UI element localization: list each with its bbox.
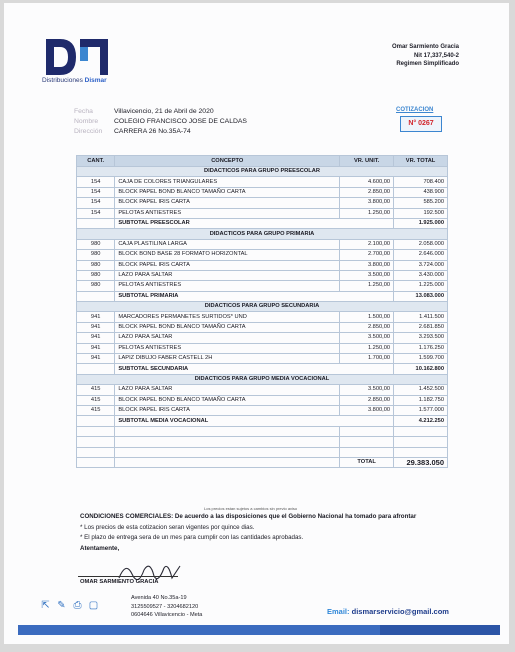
- empty-cell: [115, 447, 340, 457]
- unit-price-cell: 1.700,00: [340, 354, 394, 364]
- terms-line-1: CONDICIONES COMERCIALES: De acuerdo a las disposiciones que el Gobierno Nacional ha tomado para afrontar: [80, 513, 417, 520]
- concepto-cell: LAZO PARA SALTAR: [115, 270, 340, 280]
- concepto-cell: MARCADORES PERMANETES SURTIDOS* UND: [115, 312, 340, 322]
- subtotal-row: [77, 416, 448, 426]
- fecha-label: Fecha: [74, 108, 93, 115]
- export-icon: ⇱: [41, 600, 50, 611]
- cant-cell: 980: [77, 239, 115, 249]
- table-row: [77, 239, 448, 249]
- section-header: [77, 302, 448, 312]
- table-row: [77, 354, 448, 364]
- owner-name: Omar Sarmiento Gracia: [391, 44, 459, 50]
- empty-cell: [115, 426, 340, 436]
- table-row: [77, 260, 448, 270]
- empty-cell: [77, 437, 115, 447]
- unit-price-cell: 3.500,00: [340, 333, 394, 343]
- subtotal-label: SUBTOTAL PREESCOLAR: [115, 218, 394, 228]
- table-row: [77, 395, 448, 405]
- concepto-cell: BLOCK PAPEL IRIS CARTA: [115, 260, 340, 270]
- grand-empty-cell: [115, 457, 340, 467]
- unit-price-cell: 3.800,00: [340, 198, 394, 208]
- cant-cell: 415: [77, 405, 115, 415]
- empty-cell: [340, 426, 394, 436]
- concepto-cell: BLOCK PAPEL BOND BLANCO TAMAÑO CARTA: [115, 395, 340, 405]
- unit-price-cell: 3.500,00: [340, 270, 394, 280]
- cant-cell: 154: [77, 177, 115, 187]
- quote-title: COTIZACION: [396, 107, 434, 113]
- subtotal-cant-cell: [77, 291, 115, 301]
- unit-price-cell: 3.500,00: [340, 385, 394, 395]
- total-cell: 1.577.000: [394, 405, 448, 415]
- signature-line: [78, 576, 178, 577]
- items-table: [76, 155, 448, 468]
- quote-number: N° 0267: [400, 116, 442, 132]
- grand-total-value: 29.383.050: [394, 457, 448, 467]
- subtotal-cant-cell: [77, 364, 115, 374]
- email-value: dismarservicio@gmail.com: [351, 607, 449, 616]
- total-cell: 1.225.000: [394, 281, 448, 291]
- price-note: Los precios estan sujetos a cambios sin previo aviso: [204, 506, 298, 511]
- empty-cell: [394, 426, 448, 436]
- unit-price-cell: 3.800,00: [340, 405, 394, 415]
- empty-row: [77, 437, 448, 447]
- cant-cell: 415: [77, 385, 115, 395]
- table-row: [77, 198, 448, 208]
- table-body: [77, 167, 448, 468]
- concepto-cell: CAJA DE COLORES TRIANGULARES: [115, 177, 340, 187]
- print-icon: ⎙: [73, 600, 82, 611]
- cant-cell: 154: [77, 208, 115, 218]
- total-cell: 3.430.000: [394, 270, 448, 280]
- table-row: [77, 385, 448, 395]
- concepto-cell: LAZO PARA SALTAR: [115, 333, 340, 343]
- footer-address: [131, 594, 202, 620]
- concepto-cell: CAJA PLASTILINA LARGA: [115, 239, 340, 249]
- concepto-cell: LAZO PARA SALTAR: [115, 385, 340, 395]
- concepto-cell: PELOTAS ANTIESTRES: [115, 281, 340, 291]
- empty-row: [77, 426, 448, 436]
- table-row: [77, 343, 448, 353]
- grand-total-label: TOTAL: [340, 457, 394, 467]
- signer-name: OMAR SARMIENTO GRACIA: [80, 579, 159, 585]
- unit-price-cell: 1.500,00: [340, 312, 394, 322]
- cant-cell: 941: [77, 322, 115, 332]
- subtotal-value: 10.162.800: [394, 364, 448, 374]
- section-header: [77, 167, 448, 177]
- terms-line-2: * Los precios de esta cotizacion seran vigentes por quince dias.: [80, 523, 255, 531]
- section-title: DIDACTICOS PARA GRUPO PREESCOLAR: [77, 167, 448, 177]
- unit-price-cell: 1.250,00: [340, 281, 394, 291]
- cant-cell: 980: [77, 270, 115, 280]
- direccion-label: Dirección: [74, 128, 103, 135]
- pen-icon: ✎: [57, 600, 66, 611]
- total-cell: 438.900: [394, 187, 448, 197]
- unit-price-cell: 1.250,00: [340, 343, 394, 353]
- section-title: DIDACTICOS PARA GRUPO SECUNDARIA: [77, 302, 448, 312]
- commercial-terms: [80, 512, 460, 554]
- cant-cell: 415: [77, 395, 115, 405]
- grand-total-row: [77, 457, 448, 467]
- phones: 3125509527 - 3204682120: [131, 603, 199, 610]
- total-cell: 192.500: [394, 208, 448, 218]
- total-cell: 3.293.500: [394, 333, 448, 343]
- company-logo: [44, 33, 114, 81]
- address-line-2: 0604646 Villavicencio - Meta: [131, 612, 203, 618]
- section-header: [77, 229, 448, 239]
- table-row: [77, 281, 448, 291]
- total-cell: 1.599.700: [394, 354, 448, 364]
- unit-price-cell: 2.700,00: [340, 250, 394, 260]
- cant-cell: 980: [77, 250, 115, 260]
- subtotal-cant-cell: [77, 218, 115, 228]
- client-info: [74, 107, 247, 137]
- grand-empty-cell: [77, 457, 115, 467]
- header-total: VR. TOTAL: [394, 156, 448, 167]
- logo-text: Distribuciones Dismar: [42, 77, 107, 84]
- unit-price-cell: 1.250,00: [340, 208, 394, 218]
- subtotal-row: [77, 218, 448, 228]
- subtotal-value: 4.212.250: [394, 416, 448, 426]
- section-header: [77, 374, 448, 384]
- unit-price-cell: 2.100,00: [340, 239, 394, 249]
- concepto-cell: BLOCK BOND BASE 28 FORMATO HORIZONTAL: [115, 250, 340, 260]
- empty-cell: [340, 437, 394, 447]
- nombre-label: Nombre: [74, 118, 99, 125]
- table-row: [77, 312, 448, 322]
- empty-cell: [77, 447, 115, 457]
- empty-cell: [77, 426, 115, 436]
- issuer-block: [392, 43, 459, 69]
- empty-cell: [115, 437, 340, 447]
- unit-price-cell: 2.850,00: [340, 395, 394, 405]
- header-concepto: CONCEPTO: [115, 156, 340, 167]
- subtotal-label: SUBTOTAL PRIMARIA: [115, 291, 394, 301]
- table-row: [77, 208, 448, 218]
- footer-band: [18, 625, 500, 635]
- total-cell: 1.452.500: [394, 385, 448, 395]
- subtotal-value: 13.083.000: [394, 291, 448, 301]
- total-cell: 585.200: [394, 198, 448, 208]
- empty-cell: [394, 447, 448, 457]
- concepto-cell: BLOCK PAPEL IRIS CARTA: [115, 405, 340, 415]
- empty-cell: [340, 447, 394, 457]
- total-cell: 1.176.250: [394, 343, 448, 353]
- document-icon: ▢: [88, 600, 99, 611]
- empty-row: [77, 447, 448, 457]
- empty-cell: [394, 437, 448, 447]
- subtotal-label: SUBTOTAL SECUNDARIA: [115, 364, 394, 374]
- unit-price-cell: 2.850,00: [340, 187, 394, 197]
- nit: Nit 17,337,540-2: [413, 52, 459, 59]
- total-cell: 2.646.000: [394, 250, 448, 260]
- footer-icons: [40, 600, 99, 611]
- cant-cell: 941: [77, 354, 115, 364]
- direccion-value: CARRERA 26 No.35A-74: [114, 128, 191, 135]
- section-title: DIDACTICOS PARA GRUPO PRIMARIA: [77, 229, 448, 239]
- subtotal-value: 1.925.000: [394, 218, 448, 228]
- address-line-1: Avenida 40 No.35a-19: [131, 595, 187, 601]
- cant-cell: 980: [77, 260, 115, 270]
- cant-cell: 154: [77, 187, 115, 197]
- concepto-cell: BLOCK PAPEL BOND BLANCO TAMAÑO CARTA: [115, 187, 340, 197]
- table-row: [77, 322, 448, 332]
- table-row: [77, 187, 448, 197]
- email-label: Email:: [327, 607, 350, 616]
- table-header: [77, 156, 448, 167]
- table-row: [77, 270, 448, 280]
- subtotal-row: [77, 364, 448, 374]
- table-row: [77, 405, 448, 415]
- total-cell: 2.058.000: [394, 239, 448, 249]
- concepto-cell: PELOTAS ANTIESTRES: [115, 208, 340, 218]
- closing: Atentamente,: [80, 544, 120, 552]
- concepto-cell: LAPIZ DIBUJO FABER CASTELL 2H: [115, 354, 340, 364]
- unit-price-cell: 2.850,00: [340, 322, 394, 332]
- header-unit: VR. UNIT.: [340, 156, 394, 167]
- table-row: [77, 250, 448, 260]
- unit-price-cell: 4.600,00: [340, 177, 394, 187]
- concepto-cell: BLOCK PAPEL BOND BLANCO TAMAÑO CARTA: [115, 322, 340, 332]
- footer-email: [327, 607, 449, 616]
- cant-cell: 941: [77, 312, 115, 322]
- fecha-value: Villavicencio, 21 de Abril de 2020: [114, 108, 214, 115]
- unit-price-cell: 3.800,00: [340, 260, 394, 270]
- total-cell: 3.724.000: [394, 260, 448, 270]
- concepto-cell: BLOCK PAPEL IRIS CARTA: [115, 198, 340, 208]
- table-row: [77, 333, 448, 343]
- total-cell: 1.411.500: [394, 312, 448, 322]
- table-row: [77, 177, 448, 187]
- cant-cell: 941: [77, 333, 115, 343]
- tax-regime: Regimen Simplificado: [396, 61, 459, 67]
- quotation-page: [4, 3, 509, 644]
- section-title: DIDACTICOS PARA GRUPO MEDIA VOCACIONAL: [77, 374, 448, 384]
- total-cell: 2.681.850: [394, 322, 448, 332]
- concepto-cell: PELOTAS ANTIESTRES: [115, 343, 340, 353]
- subtotal-cant-cell: [77, 416, 115, 426]
- total-cell: 708.400: [394, 177, 448, 187]
- nombre-value: COLEGIO FRANCISCO JOSE DE CALDAS: [114, 118, 247, 125]
- subtotal-row: [77, 291, 448, 301]
- header-cant: CANT.: [77, 156, 115, 167]
- cant-cell: 154: [77, 198, 115, 208]
- terms-line-3: * El plazo de entrega sera de un mes para cumplir con las cantidades aprobadas.: [80, 534, 304, 541]
- total-cell: 1.182.750: [394, 395, 448, 405]
- cant-cell: 941: [77, 343, 115, 353]
- cant-cell: 980: [77, 281, 115, 291]
- subtotal-label: SUBTOTAL MEDIA VOCACIONAL: [115, 416, 394, 426]
